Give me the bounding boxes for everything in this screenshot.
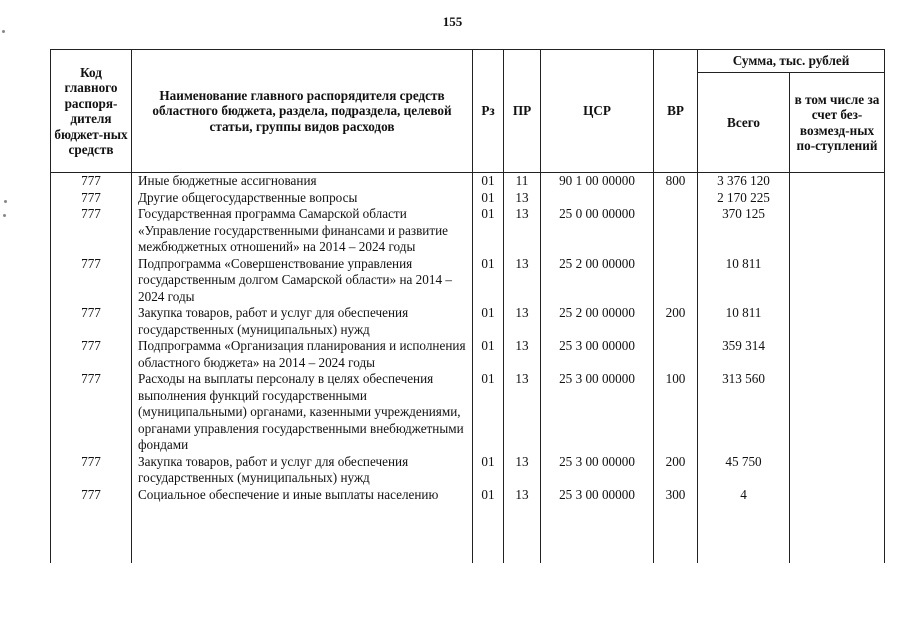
cell-code: 777 xyxy=(51,256,132,306)
cell-code: 777 xyxy=(51,338,132,371)
cell-rz: 01 xyxy=(473,206,504,256)
filler-cell xyxy=(473,503,504,563)
cell-csr: 25 3 00 00000 xyxy=(541,371,654,454)
cell-rz: 01 xyxy=(473,173,504,190)
cell-name: Расходы на выплаты персоналу в целях обеспечения выполнения функций государственными (муниципальными) органами, казенными учреждениями, органами управления государственными внебюджетными фондами xyxy=(132,371,473,454)
cell-vr xyxy=(654,338,698,371)
cell-pr: 13 xyxy=(504,206,541,256)
scan-speck xyxy=(3,214,6,217)
cell-pr: 13 xyxy=(504,338,541,371)
cell-grant xyxy=(790,487,885,504)
cell-code: 777 xyxy=(51,305,132,338)
cell-name: Подпрограмма «Совершенствование управления государственным долгом Самарской области» на 2014 – 2024 годы xyxy=(132,256,473,306)
cell-total: 10 811 xyxy=(698,256,790,306)
cell-csr: 25 3 00 00000 xyxy=(541,487,654,504)
header-rz: Рз xyxy=(473,50,504,173)
cell-name: Закупка товаров, работ и услуг для обеспечения государственных (муниципальных) нужд xyxy=(132,305,473,338)
table-row xyxy=(51,256,885,306)
cell-rz: 01 xyxy=(473,371,504,454)
cell-vr xyxy=(654,256,698,306)
cell-grant xyxy=(790,173,885,190)
cell-grant xyxy=(790,371,885,454)
cell-csr: 90 1 00 00000 xyxy=(541,173,654,190)
cell-csr: 25 0 00 00000 xyxy=(541,206,654,256)
filler-cell xyxy=(51,503,132,563)
cell-vr xyxy=(654,190,698,207)
cell-code: 777 xyxy=(51,206,132,256)
header-pr: ПР xyxy=(504,50,541,173)
cell-pr: 13 xyxy=(504,190,541,207)
cell-grant xyxy=(790,190,885,207)
cell-code: 777 xyxy=(51,371,132,454)
cell-rz: 01 xyxy=(473,338,504,371)
cell-grant xyxy=(790,338,885,371)
filler-cell xyxy=(132,503,473,563)
cell-pr: 13 xyxy=(504,371,541,454)
cell-rz: 01 xyxy=(473,256,504,306)
cell-grant xyxy=(790,206,885,256)
cell-vr: 200 xyxy=(654,454,698,487)
cell-pr: 13 xyxy=(504,256,541,306)
filler-cell xyxy=(504,503,541,563)
table-row xyxy=(51,487,885,504)
cell-code: 777 xyxy=(51,173,132,190)
table-row xyxy=(51,206,885,256)
cell-csr: 25 3 00 00000 xyxy=(541,454,654,487)
cell-name: Социальное обеспечение и иные выплаты населению xyxy=(132,487,473,504)
cell-code: 777 xyxy=(51,454,132,487)
table-row xyxy=(51,338,885,371)
cell-name: Государственная программа Самарской области «Управление государственными финансами и развитие межбюджетных отношений» на 2014 – 2024 годы xyxy=(132,206,473,256)
cell-total: 3 376 120 xyxy=(698,173,790,190)
cell-code: 777 xyxy=(51,487,132,504)
table-filler-row xyxy=(51,503,885,563)
header-code: Код главного распоря-дителя бюджет-ных средств xyxy=(51,50,132,173)
scan-speck xyxy=(4,200,7,203)
filler-cell xyxy=(541,503,654,563)
cell-rz: 01 xyxy=(473,305,504,338)
header-sum-group: Сумма, тыс. рублей xyxy=(698,50,885,73)
cell-total: 2 170 225 xyxy=(698,190,790,207)
cell-total: 313 560 xyxy=(698,371,790,454)
cell-csr: 25 2 00 00000 xyxy=(541,305,654,338)
cell-name: Иные бюджетные ассигнования xyxy=(132,173,473,190)
cell-vr xyxy=(654,206,698,256)
table-body xyxy=(51,173,885,564)
cell-pr: 13 xyxy=(504,454,541,487)
cell-total: 359 314 xyxy=(698,338,790,371)
cell-vr: 300 xyxy=(654,487,698,504)
table-row xyxy=(51,305,885,338)
cell-total: 45 750 xyxy=(698,454,790,487)
cell-vr: 100 xyxy=(654,371,698,454)
cell-pr: 11 xyxy=(504,173,541,190)
cell-rz: 01 xyxy=(473,454,504,487)
budget-table xyxy=(50,49,885,563)
table-row xyxy=(51,371,885,454)
filler-cell xyxy=(790,503,885,563)
cell-rz: 01 xyxy=(473,190,504,207)
cell-code: 777 xyxy=(51,190,132,207)
cell-grant xyxy=(790,305,885,338)
cell-csr: 25 2 00 00000 xyxy=(541,256,654,306)
header-grant: в том числе за счет без-возмезд-ных по-ступлений xyxy=(790,73,885,173)
filler-cell xyxy=(654,503,698,563)
cell-vr: 800 xyxy=(654,173,698,190)
cell-total: 4 xyxy=(698,487,790,504)
table-row xyxy=(51,454,885,487)
header-csr: ЦСР xyxy=(541,50,654,173)
filler-cell xyxy=(698,503,790,563)
table-row xyxy=(51,190,885,207)
cell-vr: 200 xyxy=(654,305,698,338)
cell-name: Закупка товаров, работ и услуг для обеспечения государственных (муниципальных) нужд xyxy=(132,454,473,487)
cell-grant xyxy=(790,256,885,306)
page-number: 155 xyxy=(442,14,463,29)
cell-total: 370 125 xyxy=(698,206,790,256)
table-row xyxy=(51,173,885,190)
cell-csr xyxy=(541,190,654,207)
cell-name: Подпрограмма «Организация планирования и исполнения областного бюджета» на 2014 – 2024 годы xyxy=(132,338,473,371)
cell-pr: 13 xyxy=(504,305,541,338)
scan-speck xyxy=(2,30,5,33)
table-header xyxy=(51,50,885,173)
cell-csr: 25 3 00 00000 xyxy=(541,338,654,371)
header-vr: ВР xyxy=(654,50,698,173)
cell-grant xyxy=(790,454,885,487)
header-name: Наименование главного распорядителя средств областного бюджета, раздела, подраздела, целевой статьи, группы видов расходов xyxy=(132,50,473,173)
cell-total: 10 811 xyxy=(698,305,790,338)
cell-rz: 01 xyxy=(473,487,504,504)
cell-pr: 13 xyxy=(504,487,541,504)
cell-name: Другие общегосударственные вопросы xyxy=(132,190,473,207)
header-total: Всего xyxy=(698,73,790,173)
